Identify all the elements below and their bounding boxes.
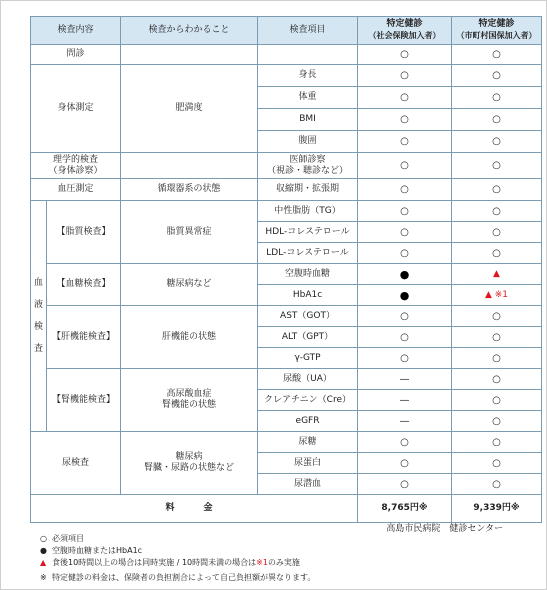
blood-char: 査: [33, 344, 43, 354]
row-item: [258, 153, 358, 179]
kidney-purpose1: 高尿酸血症: [166, 389, 212, 399]
row-item: AST（GOT）: [258, 306, 358, 327]
table-row: [31, 65, 542, 87]
kidney-purpose2: 腎機能の状態: [162, 400, 217, 410]
legend-text: のみ実施: [267, 558, 300, 567]
legend-circle-mark: ○: [40, 534, 47, 543]
mark-circle: ○: [452, 179, 542, 201]
mark-circle: ○: [452, 109, 542, 131]
fee-col2: 9,339円※: [452, 495, 542, 523]
row-label: [31, 153, 121, 179]
urine-purpose2: 腎臓・尿路の状態など: [144, 463, 235, 473]
mark-circle: ○: [452, 327, 542, 348]
table-row: [31, 306, 542, 327]
note-text: 特定健診の料金は、保険者の負担割合によって自己負担額が異なります。: [52, 573, 316, 582]
row-purpose: 肥満度: [121, 65, 258, 153]
mark-circle: ○: [358, 109, 452, 131]
legend-text: 食後10時間以上の場合は同時実施 / 10時間未満の場合は: [52, 558, 257, 567]
header-content: 検査内容: [31, 17, 121, 45]
row-label: 【脂質検査】: [47, 201, 121, 264]
mark-dot: ●: [358, 264, 452, 285]
row-purpose: [121, 45, 258, 65]
mark-circle: ○: [358, 474, 452, 495]
row-purpose: 脂質異常症: [121, 201, 258, 264]
fee-note: [40, 572, 315, 584]
header-col2-title: 特定健診: [478, 19, 515, 29]
mark-circle: ○: [452, 65, 542, 87]
legend-item: [40, 533, 315, 545]
row-item: 尿蛋白: [258, 453, 358, 474]
row-item: 尿潜血: [258, 474, 358, 495]
row-label: 尿検査: [31, 432, 121, 495]
table-row: [31, 179, 542, 201]
mark-circle: ○: [452, 474, 542, 495]
row-item: 尿糖: [258, 432, 358, 453]
row-item: [258, 45, 358, 65]
mark-dash: —: [358, 390, 452, 411]
physical-line1: 理学的検査: [53, 154, 99, 165]
row-label: 身体測定: [31, 65, 121, 153]
legend-dot-mark: ●: [40, 546, 47, 555]
fee-col1: 8,765円※: [358, 495, 452, 523]
row-item: 空腹時血糖: [258, 264, 358, 285]
row-purpose: [121, 153, 258, 179]
mark-circle: ○: [358, 153, 452, 179]
mark-circle: ○: [452, 432, 542, 453]
header-col1: [358, 17, 452, 45]
legend-item: [40, 557, 315, 569]
table-row: [31, 432, 542, 453]
mark-dash: —: [358, 369, 452, 390]
mark-circle: ○: [358, 222, 452, 243]
blood-char: 液: [33, 300, 43, 310]
physical-line2: （身体診察）: [48, 165, 103, 176]
row-item: eGFR: [258, 411, 358, 432]
row-item: 収縮期・拡張期: [258, 179, 358, 201]
mark-circle: ○: [358, 131, 452, 153]
row-purpose: 肝機能の状態: [121, 306, 258, 369]
fee-row: [31, 495, 542, 523]
row-item: BMI: [258, 109, 358, 131]
table-row: [31, 201, 542, 222]
blood-test-label: [31, 201, 47, 432]
legend-triangle-mark: ▲: [40, 558, 47, 567]
row-label: 【肝機能検査】: [47, 306, 121, 369]
mark-circle: ○: [358, 45, 452, 65]
row-item: 身長: [258, 65, 358, 87]
legend-note-ref: ※1: [256, 558, 268, 567]
mark-dash: —: [358, 411, 452, 432]
doctor-line1: 医師診察: [289, 154, 326, 165]
row-item: 体重: [258, 87, 358, 109]
mark-circle: ○: [358, 432, 452, 453]
legend-text: 空腹時血糖またはHbA1c: [52, 546, 143, 555]
mark-circle: ○: [358, 327, 452, 348]
row-purpose: [121, 369, 258, 432]
mark-triangle-note: ▲ ※1: [452, 285, 542, 306]
mark-circle: ○: [358, 201, 452, 222]
mark-circle: ○: [452, 306, 542, 327]
mark-circle: ○: [452, 201, 542, 222]
legend-text: 必須項目: [52, 534, 84, 543]
mark-circle: ○: [358, 453, 452, 474]
note-mark: ※: [40, 573, 47, 582]
mark-circle: ○: [452, 348, 542, 369]
table-row: [31, 45, 542, 65]
mark-circle: ○: [358, 87, 452, 109]
header-purpose: 検査からわかること: [121, 17, 258, 45]
row-label: 問診: [31, 45, 121, 65]
header-col2: [452, 17, 542, 45]
mark-circle: ○: [452, 453, 542, 474]
row-item: γ-GTP: [258, 348, 358, 369]
mark-circle: ○: [358, 306, 452, 327]
row-purpose: 糖尿病など: [121, 264, 258, 306]
header-row: [31, 17, 542, 45]
mark-circle: ○: [358, 243, 452, 264]
row-label: 血圧測定: [31, 179, 121, 201]
exam-table: [30, 16, 542, 523]
mark-circle: ○: [452, 153, 542, 179]
row-item: クレアチニン（Cre）: [258, 390, 358, 411]
mark-circle: ○: [452, 45, 542, 65]
doctor-line2: （視診・聴診など）: [267, 165, 349, 176]
blood-char: 血: [33, 278, 43, 288]
mark-circle: ○: [452, 243, 542, 264]
mark-circle: ○: [452, 222, 542, 243]
row-purpose: 循環器系の状態: [121, 179, 258, 201]
blood-char: 検: [33, 322, 43, 332]
row-item: 腹囲: [258, 131, 358, 153]
header-col1-title: 特定健診: [386, 19, 423, 29]
legend-item: [40, 545, 315, 557]
mark-circle: ○: [452, 390, 542, 411]
row-item: HbA1c: [258, 285, 358, 306]
urine-purpose1: 糖尿病: [175, 452, 203, 462]
header-col2-sub: （市町村国保加入者）: [456, 31, 537, 40]
row-purpose: [121, 432, 258, 495]
mark-circle: ○: [358, 65, 452, 87]
mark-triangle: ▲: [452, 264, 542, 285]
table-row: [31, 369, 542, 390]
row-label: 【腎機能検査】: [47, 369, 121, 432]
mark-dot: ●: [358, 285, 452, 306]
row-item: HDL-コレステロール: [258, 222, 358, 243]
row-item: LDL-コレステロール: [258, 243, 358, 264]
row-item: 中性脂肪（TG）: [258, 201, 358, 222]
row-label: 【血糖検査】: [47, 264, 121, 306]
organization-name: 高島市民病院 健診センター: [386, 524, 503, 534]
fee-label: 料 金: [31, 495, 358, 523]
legend: [40, 533, 315, 584]
header-col1-sub: （社会保険加入者）: [368, 31, 441, 40]
mark-circle: ○: [452, 411, 542, 432]
header-item: 検査項目: [258, 17, 358, 45]
row-item: ALT（GPT）: [258, 327, 358, 348]
mark-circle: ○: [358, 179, 452, 201]
table-row: [31, 264, 542, 285]
mark-circle: ○: [452, 369, 542, 390]
row-item: 尿酸（UA）: [258, 369, 358, 390]
mark-circle: ○: [452, 87, 542, 109]
mark-circle: ○: [452, 131, 542, 153]
mark-circle: ○: [358, 348, 452, 369]
table-row: [31, 153, 542, 179]
